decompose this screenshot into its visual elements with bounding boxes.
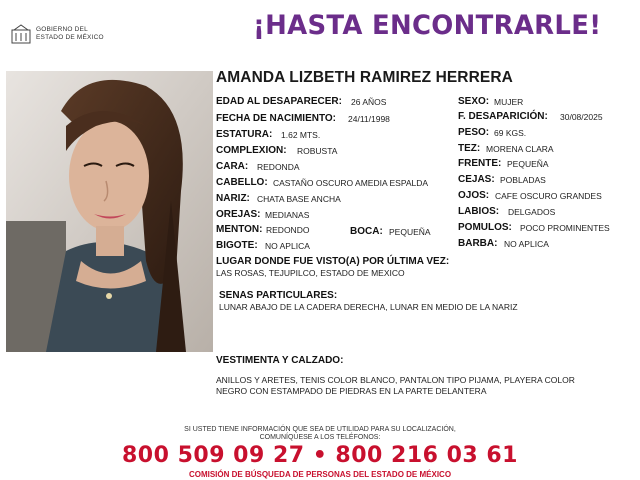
pomulos-value: POCO PROMINENTES — [520, 223, 610, 233]
peso-label: PESO: — [458, 127, 490, 138]
clothing-line1: ANILLOS Y ARETES, TENIS COLOR BLANCO, PANTALON TIPO PIJAMA, PLAYERA COLOR — [216, 375, 575, 385]
government-logo — [10, 24, 140, 48]
nacimiento-value: 24/11/1998 — [348, 114, 390, 124]
tez-value: MORENA CLARA — [486, 144, 554, 154]
complexion-value: ROBUSTA — [297, 146, 338, 156]
portrait-image — [6, 71, 213, 352]
cara-label: CARA: — [216, 161, 249, 172]
nacimiento-label: FECHA DE NACIMIENTO: — [216, 113, 336, 124]
orejas-value: MEDIANAS — [265, 210, 310, 220]
estatura-label: ESTATURA: — [216, 129, 273, 140]
clothing-line2: NEGRO CON ESTAMPADO DE PIEDRAS EN LA PARTE DELANTERA — [216, 386, 487, 396]
contact-note-line1: SI USTED TIENE INFORMACIÓN QUE SEA DE UTILIDAD PARA SU LOCALIZACIÓN, — [184, 426, 456, 433]
barba-label: BARBA: — [458, 238, 498, 249]
cejas-value: POBLADAS — [500, 175, 546, 185]
pomulos-label: POMULOS: — [458, 222, 512, 233]
boca-label: BOCA: — [350, 226, 383, 237]
footer-organization: COMISIÓN DE BÚSQUEDA DE PERSONAS DEL ESTADO DE MÉXICO — [188, 470, 452, 479]
last-seen-value: LAS ROSAS, TEJUPILCO, ESTADO DE MEXICO — [216, 268, 405, 278]
last-seen-label: LUGAR DONDE FUE VISTO(A) POR ÚLTIMA VEZ: — [216, 256, 450, 267]
marks-value: LUNAR ABAJO DE LA CADERA DERECHA, LUNAR EN MEDIO DE LA NARIZ — [219, 302, 518, 312]
sexo-label: SEXO: — [458, 96, 490, 107]
marks-label: SENAS PARTICULARES: — [219, 290, 338, 301]
person-name: AMANDA LIZBETH RAMIREZ HERRERA — [216, 69, 513, 86]
orejas-label: OREJAS: — [216, 209, 261, 220]
cabello-value: CASTAÑO OSCURO AMEDIA ESPALDA — [273, 178, 429, 188]
nariz-label: NARIZ: — [216, 193, 250, 204]
cabello-label: CABELLO: — [216, 177, 268, 188]
contact-note — [0, 426, 640, 442]
state-emblem-icon — [10, 24, 32, 46]
sexo-value: MUJER — [494, 97, 524, 107]
frente-value: PEQUEÑA — [507, 159, 549, 169]
desaparicion-value: 30/08/2025 — [560, 112, 603, 122]
clothing-description — [216, 375, 626, 397]
estatura-value: 1.62 MTS. — [281, 130, 321, 140]
missing-person-photo — [6, 71, 213, 352]
phone-numbers[interactable]: 800 509 09 27 • 800 216 03 61 — [122, 443, 518, 468]
barba-value: NO APLICA — [504, 239, 549, 249]
contact-note-line2: COMUNÍQUESE A LOS TELÉFONOS: — [259, 434, 381, 441]
ojos-label: OJOS: — [458, 190, 490, 201]
bigote-label: BIGOTE: — [216, 240, 258, 251]
labios-label: LABIOS: — [458, 206, 500, 217]
cejas-label: CEJAS: — [458, 174, 495, 185]
government-logo-text — [36, 26, 104, 42]
nariz-value: CHATA BASE ANCHA — [257, 194, 341, 204]
menton-value: REDONDO — [266, 225, 310, 235]
edad-label: EDAD AL DESAPARECER: — [216, 96, 342, 107]
boca-value: PEQUEÑA — [389, 227, 431, 237]
headline: ¡HASTA ENCONTRARLE! — [253, 10, 602, 41]
bigote-value: NO APLICA — [265, 241, 310, 251]
tez-label: TEZ: — [458, 143, 481, 154]
logo-line1: GOBIERNO DEL — [36, 26, 88, 33]
ojos-value: CAFE OSCURO GRANDES — [495, 191, 602, 201]
logo-line2: ESTADO DE MÉXICO — [36, 34, 104, 41]
edad-value: 26 AÑOS — [351, 97, 387, 107]
peso-value: 69 KGS. — [494, 128, 527, 138]
menton-label: MENTON: — [216, 224, 263, 235]
cara-value: REDONDA — [257, 162, 300, 172]
clothing-label: VESTIMENTA Y CALZADO: — [216, 355, 344, 366]
frente-label: FRENTE: — [458, 158, 502, 169]
complexion-label: COMPLEXION: — [216, 145, 287, 156]
labios-value: DELGADOS — [508, 207, 556, 217]
desaparicion-label: F. DESAPARICIÓN: — [458, 111, 548, 122]
